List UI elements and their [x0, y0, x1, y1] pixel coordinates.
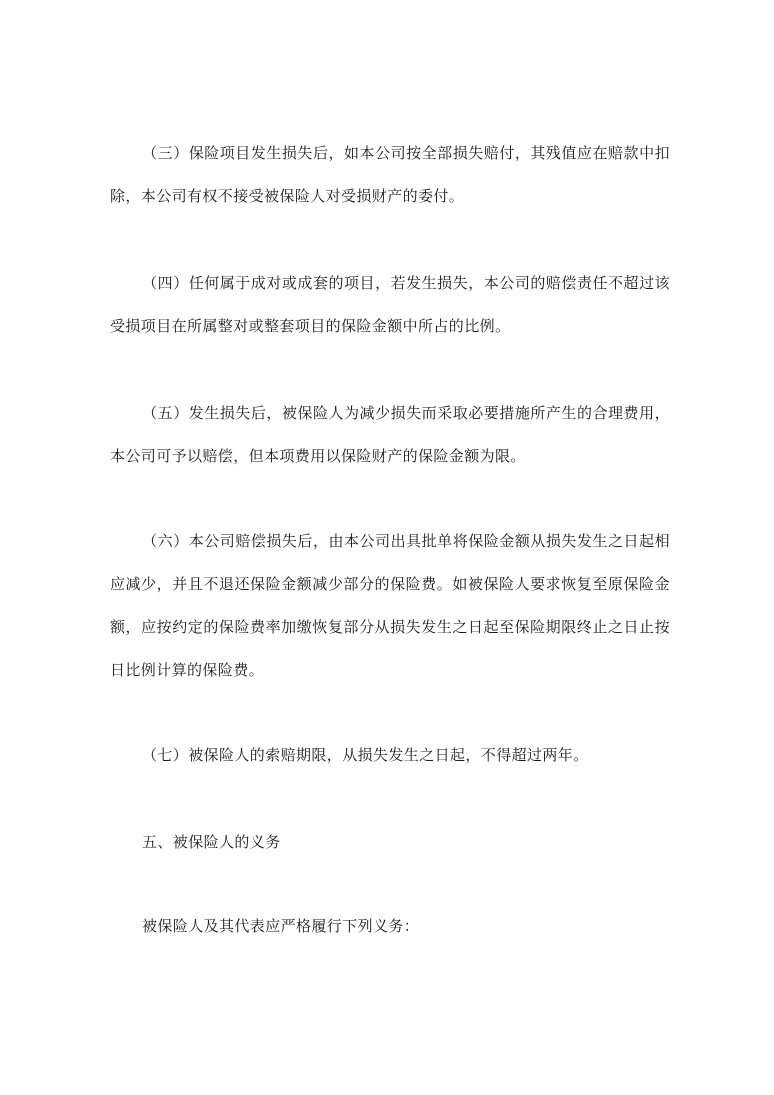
paragraph-text: （七）被保险人的索赔期限，从损失发生之日起，不得超过两年。 — [142, 746, 589, 764]
closing-paragraph-text: 被保险人及其代表应严格履行下列义务： — [142, 917, 420, 935]
paragraph-clause-6 — [110, 520, 670, 692]
section-heading-text: 五、被保险人的义务 — [142, 833, 281, 851]
closing-paragraph — [110, 905, 670, 948]
paragraph-text: （六）本公司赔偿损失后，由本公司出具批单将保险金额从损失发生之日起相应减少，并且不退还保险金额减少部分的保险费。如被保险人要求恢复至原保险金额，应按约定的保险费率加缴恢复部分从损失发生之日起至保险期限终止之日止按日比例计算的保险费。 — [110, 532, 670, 679]
paragraph-clause-7 — [110, 734, 670, 777]
paragraph-text: （四）任何属于成对或成套的项目，若发生损失，本公司的赔偿责任不超过该受损项目在所属整对或整套项目的保险金额中所占的比例。 — [110, 274, 670, 335]
section-heading — [110, 821, 670, 864]
paragraph-clause-4 — [110, 262, 670, 348]
paragraph-clause-5 — [110, 392, 670, 478]
paragraph-text: （三）保险项目发生损失后，如本公司按全部损失赔付，其残值应在赔款中扣除，本公司有权不接受被保险人对受损财产的委付。 — [110, 144, 670, 205]
paragraph-clause-3 — [110, 132, 670, 218]
paragraph-text: （五）发生损失后，被保险人为减少损失而采取必要措施所产生的合理费用，本公司可予以赔偿，但本项费用以保险财产的保险金额为限。 — [110, 404, 670, 465]
